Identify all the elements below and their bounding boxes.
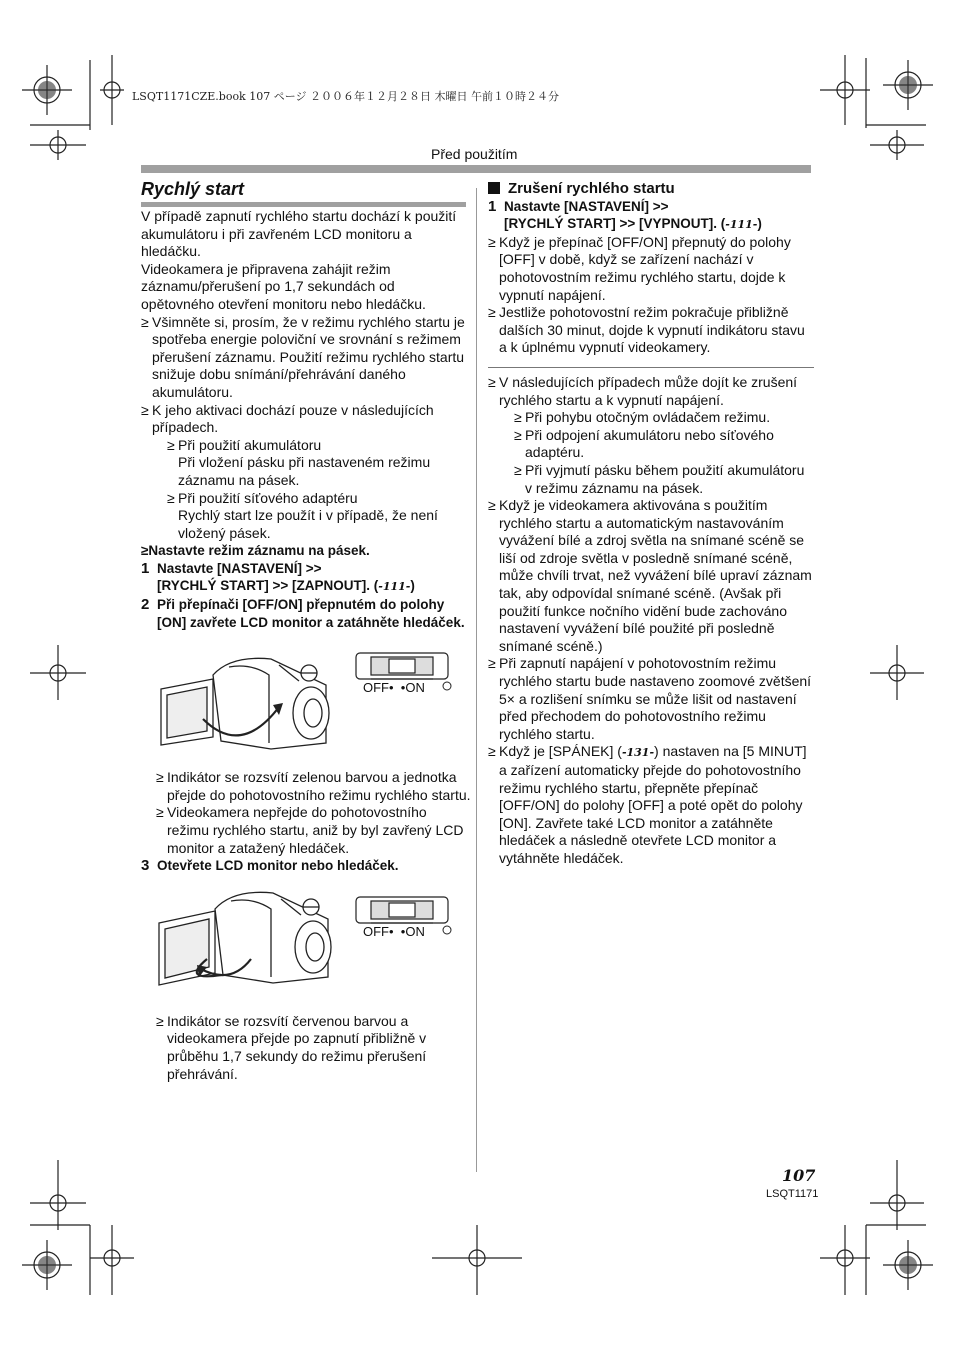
- bold-bullet: ≥Nastavte režim záznamu na pásek.: [141, 543, 370, 559]
- left-column: [141, 208, 471, 1083]
- bullet-item: ≥ Indikátor se rozsvítí zelenou barvou a jednotka přejde do pohotovostního režimu rychlého startu.: [156, 769, 471, 803]
- intro-paragraph-1: V případě zapnutí rychlého startu dochází k použití akumulátoru i při zavřeném LCD monitoru a hledáčku.: [141, 208, 457, 260]
- bullet-item: ≥ Všimněte si, prosím, že v režimu rychlého startu je spotřeba energie poloviční ve srovnání s režimem přerušení záznamu. Použití režimu rychlého startu snižuje dobu snímání/přehrávání daného akumulátoru.: [141, 313, 465, 400]
- bullet-item: ≥ Když je videokamera aktivována s použitím rychlého startu a automatickým nastavováním vyvážení bílé a zdroj světla na snímané scéně se liší od zdroje světla v posledně snímané scéně, může chvíli trvat, než vyvážení bílé upraví záznam tak, aby odpovídal snímané scéně. (Avšak při použití funkce nočního vidění bude zachováno nastavení vyvážení bílé použité při posledně snímané scéně.): [488, 497, 812, 654]
- sub-bullet-text: Při vložení pásku při nastaveném režimu záznamu na pásek.: [178, 454, 431, 488]
- right-column: [488, 180, 814, 868]
- page-number: 107: [782, 1166, 816, 1185]
- step-3: 3 Otevřete LCD monitor nebo hledáček.: [141, 857, 399, 875]
- intro-paragraph-2: Videokamera je připravena zahájit režim záznamu/přerušení po 1,7 sekundách od opětovného otevření monitoru nebo hledáčku.: [141, 260, 426, 312]
- divider: [488, 367, 814, 368]
- sub-bullet-item: ≥ Při odpojení akumulátoru nebo síťového adaptéru.: [514, 426, 774, 461]
- off-label: OFF• •ON: [363, 680, 425, 696]
- camcorder-figure-closed: [151, 645, 471, 763]
- bullet-item: ≥ V následujících případech může dojít ke zrušení rychlého startu a k vypnutí napájení.: [488, 373, 798, 408]
- sub-bullet-item: ≥ Při vyjmutí pásku během použití akumulátoru v režimu záznamu na pásek.: [514, 461, 805, 496]
- header-bar: [141, 165, 811, 173]
- bullet-item: ≥ Když je [SPÁNEK] (-131-) nastaven na [5 MINUT] a zařízení automaticky přejde do pohotovostního režimu rychlého startu, přepněte přepínač [OFF/ON] do polohy [OFF] a poté opět do polohy [ON]. Zavřete také LCD monitor a zatáhněte hledáček a následně otevřete LCD monitor a vytáhněte hledáček.: [488, 743, 807, 866]
- sub-bullet-text: Rychlý start lze použít i v případě, že není vložený pásek.: [178, 507, 438, 541]
- print-meta-line: LSQT1171CZE.book 107 ページ ２００６年１２月２８日 木曜日 午前１０時２４分: [132, 90, 559, 103]
- bullet-item: ≥ Při zapnutí napájení v pohotovostním režimu rychlého startu bude nastaveno zoomové zvětšení 5× a rozlišení snímku se může lišit od nastavení před přechodem do pohotovostního režimu rychlého startu.: [488, 655, 812, 742]
- step-1: 1 Nastavte [NASTAVENÍ] >> [RYCHLÝ START] >> [VYPNOUT]. (-111-): [488, 197, 762, 232]
- page-code: LSQT1171: [766, 1188, 819, 1200]
- running-header: Před použitím: [431, 146, 518, 162]
- section-title-quick-start: Rychlý start: [141, 179, 245, 199]
- bullet-item: ≥ Indikátor se rozsvítí červenou barvou a videokamera přejde po zapnutí přibližně v průběhu 1,7 sekundy do režimu přerušení přehrávání.: [156, 1012, 427, 1082]
- title-underline: [141, 202, 466, 207]
- column-divider: [476, 188, 477, 1172]
- bullet-item: ≥ Jestliže pohotovostní režim pokračuje přibližně dalších 30 minut, dojde k vypnutí indikátoru stavu a k úplnému vypnutí videokamery.: [488, 304, 805, 356]
- bullet-item: ≥ Videokamera nepřejde do pohotovostního režimu rychlého startu, aniž by byl zavřený LCD monitor a zatažený hledáček.: [156, 804, 464, 856]
- step-2: 2 Při přepínači [OFF/ON] přepnutém do polohy [ON] zavřete LCD monitor a zatáhněte hledáček.: [141, 596, 465, 630]
- step-1: 1 Nastavte [NASTAVENÍ] >> [RYCHLÝ START] >> [ZAPNOUT]. (-111-): [141, 559, 415, 594]
- camcorder-figure-open: [151, 889, 471, 1007]
- bullet-item: ≥ Když je přepínač [OFF/ON] přepnutý do polohy [OFF] v době, když se zařízení nachází v pohotovostním režimu rychlého startu, dojde k vypnutí napájení.: [488, 233, 791, 303]
- sub-bullet-item: ≥ Při použití akumulátoru: [167, 436, 322, 453]
- bullet-item: ≥ K jeho aktivaci dochází pouze v následujících případech.: [141, 401, 434, 436]
- sub-bullet-item: ≥ Při pohybu otočným ovládačem režimu.: [514, 409, 771, 426]
- sub-bullet-item: ≥ Při použití síťového adaptéru: [167, 489, 358, 506]
- section-title-cancel: Zrušení rychlého startu: [488, 180, 814, 198]
- square-bullet-icon: [488, 182, 500, 194]
- off-label: OFF• •ON: [363, 923, 425, 939]
